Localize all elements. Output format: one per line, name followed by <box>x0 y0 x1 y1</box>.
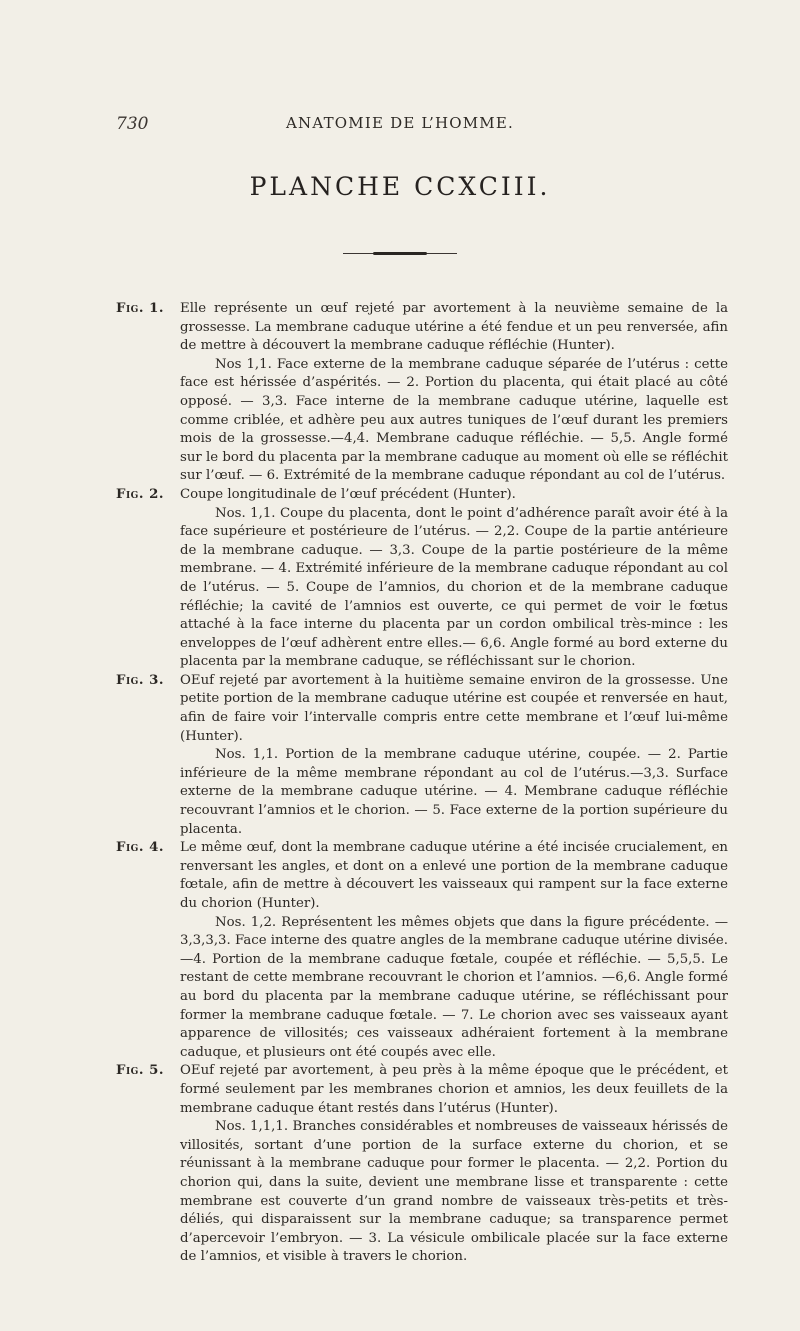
figure-legend: Nos. 1,1. Portion de la membrane caduque utérine, coupée. — 2. Partie inférieure de la même membrane répondant au col de l’utérus.—3,3. Surface externe de la membrane caduque utérine. — 4. Membrane caduque réfléchie recouvrant l’amnios et le chorion. — 5. Face externe de la portion supérieure du placenta. <box>180 747 728 837</box>
running-title: ANATOMIE DE L’HOMME. <box>286 114 514 132</box>
figure-label: Fig. 4. <box>116 840 164 856</box>
figure-intro: OEuf rejeté par avortement à la huitième semaine environ de la grossesse. Une petite portion de la membrane caduque utérine est coupée et renversée en haut, afin de faire voir l’intervalle compris entre cette membrane et l’œuf lui-même (Hunter). <box>180 672 728 744</box>
figure-intro: Elle représente un œuf rejeté par avortement à la neuvième semaine de la grossesse. La membrane caduque utérine a été fendue et un peu renversée, afin de mettre à découvert la membrane caduque réfléchie (Hunter). <box>180 301 728 354</box>
figure-label: Fig. 1. <box>116 301 164 316</box>
figure-intro: Coupe longitudinale de l’œuf précédent (Hunter). <box>180 486 516 502</box>
figure-legend: Nos. 1,1. Coupe du placenta, dont le point d’adhérence paraît avoir été à la face supérieure et postérieure de l’utérus. — 2,2. Coupe de la partie antérieure de la membrane caduque. — 3,3. Coupe de la partie postérieure de la même membrane. — 4. Extrémité inférieure de la membrane caduque répondant au col de l’utérus. — 5. Coupe de l’amnios, du chorion et de la membrane caduque réfléchie; la cavité de l’amnios est ouverte, ce qui permet de voir le fœtus attaché à la face interne du placenta par un cordon ombilical très-mince : les enveloppes de l’œuf adhèrent entre elles.— 6,6. Angle formé au bord externe du placenta par la membrane caduque, se réfléchissant sur le chorion. <box>180 505 728 670</box>
figure-label: Fig. 2. <box>116 486 164 502</box>
figure-label: Fig. 5. <box>116 1063 164 1079</box>
figure-intro: OEuf rejeté par avortement, à peu près à la même époque que le précédent, et formé seulement par les membranes chorion et amnios, les deux feuillets de la membrane caduque étant restés dans l’utérus (Hunter). <box>180 1063 728 1116</box>
figure-label: Fig. 3. <box>116 672 164 688</box>
figure-entry-5 <box>116 1062 728 1267</box>
plate-title: PLANCHE CCXCIII. <box>249 172 551 201</box>
figure-entry-2 <box>116 486 728 672</box>
figure-legend: Nos. 1,1,1. Branches considérables et nombreuses de vaisseaux hérissés de villosités, sortant d’une portion de la surface externe du chorion, et se réunissant à la membrane caduque pour former le placenta. — 2,2. Portion du chorion qui, dans la suite, devient une membrane lisse et transparente : cette membrane est couverte d’un grand nombre de vaisseaux très-petits et très-déliés, qui disparaissent sur la membrane caduque; sa transparence permet d’apercevoir l’embryon. — 3. La vésicule ombilicale placée sur la face externe de l’amnios, et visible à travers le chorion. <box>180 1119 728 1265</box>
figure-intro: Le même œuf, dont la membrane caduque utérine a été incisée crucialement, en renversant les angles, et dont on a enlevé une portion de la membrane caduque fœtale, afin de mettre à découvert les vaisseaux qui rampent sur la face externe du chorion (Hunter). <box>180 840 728 911</box>
figure-legend: Nos. 1,2. Représentent les mêmes objets que dans la figure précédente. —3,3,3,3. Face interne des quatre angles de la membrane caduque utérine divisée.—4. Portion de la membrane caduque fœtale, coupée et réfléchie. — 5,5,5. Le restant de cette membrane recouvrant le chorion et l’amnios. —6,6. Angle formé au bord du placenta par la membrane caduque utérine, se réfléchissant pour former la membrane caduque fœtale. — 7. Le chorion avec ses vaisseaux ayant apparence de villosités; ces vaisseaux adhéraient fortement à la membrane caduque, et plusieurs ont été coupés avec elle. <box>180 914 728 1060</box>
figure-entry-3 <box>116 672 728 839</box>
figure-entry-1 <box>116 300 728 486</box>
figure-legend: Nos 1,1. Face externe de la membrane caduque séparée de l’utérus : cette face est hérissée d’aspérités. — 2. Portion du placenta, qui était placé au côté opposé. — 3,3. Face interne de la membrane caduque utérine, laquelle est comme criblée, et adhère peu aux autres tuniques de l’œuf durant les premiers mois de la grossesse.—4,4. Membrane caduque réfléchie. — 5,5. Angle formé sur le bord du placenta par la membrane caduque au moment où elle se réfléchit sur l’œuf. — 6. Extrémité de la membrane caduque répondant au col de l’utérus. <box>180 356 728 484</box>
figure-descriptions <box>116 300 728 1267</box>
ornamental-rule <box>343 252 457 256</box>
page-number: 730 <box>116 114 149 134</box>
figure-entry-4 <box>116 839 728 1062</box>
